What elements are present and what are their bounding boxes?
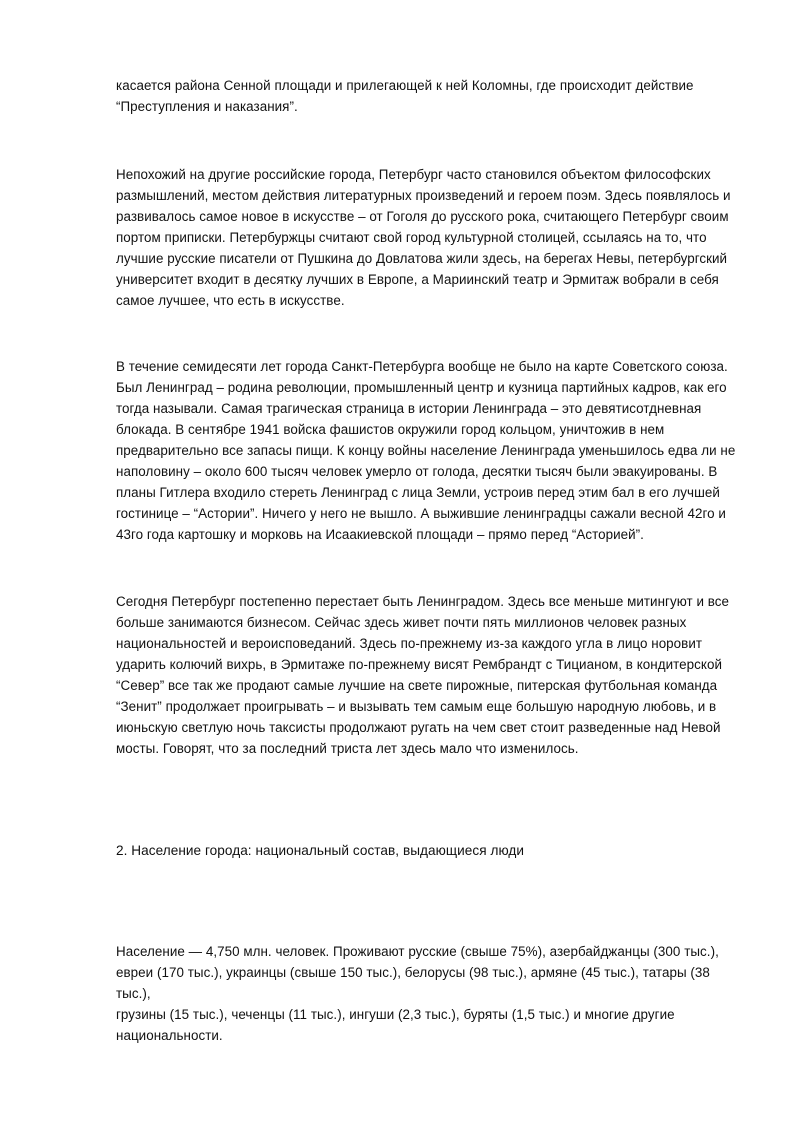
section-heading-population: 2. Население города: национальный состав, выдающиеся люди	[116, 843, 525, 858]
paragraph-population-composition: Население — 4,750 млн. человек. Проживают русские (свыше 75%), азербайджанцы (300 тыс.), евреи (170 тыс.), украинцы (свыше 150 тыс.), белорусы (98 тыс.), армяне (45 тыс.), татары (38 тыс.), грузины (15 тыс.), чеченцы (11 тыс.), ингуши (2,3 тыс.), буряты (1,5 тыс.) и многие другие национальности.	[116, 944, 719, 1043]
paragraph-petersburg-culture: Непохожий на другие российские города, Петербург часто становился объектом философских размышлений, местом действия литературных произведений и героем поэм. Здесь появлялось и развивалось самое новое в искусстве – от Гоголя до русского рока, считающего Петербург своим портом приписки. Петербуржцы считают свой город культурной столицей, ссылаясь на то, что лучшие русские писатели от Пушкина до Довлатова жили здесь, на берегах Невы, петербургский университет входит в десятку лучших в Европе, а Мариинский театр и Эрмитаж вобрали в себя самое лучшее, что есть в искусстве.	[116, 167, 731, 308]
paragraph-petersburg-today: Сегодня Петербург постепенно перестает быть Ленинградом. Здесь все меньше митингуют и все больше занимаются бизнесом. Сейчас здесь живет почти пять миллионов человек разных национальностей и вероисповеданий. Здесь по-прежнему из-за каждого угла в лицо норовит ударить колючий вихрь, в Эрмитаже по-прежнему висят Рембрандт с Тицианом, в кондитерской “Север” все так же продают самые лучшие на свете пирожные, питерская футбольная команда “Зенит” продолжает проигрывать – и вызывать тем самым еще большую народную любовь, и в июньскую светлую ночь таксисты продолжают ругать на чем свет стоит разведенные над Невой мосты. Говорят, что за последний триста лет здесь мало что изменилось.	[116, 594, 730, 756]
paragraph-leningrad-history: В течение семидесяти лет города Санкт-Петербурга вообще не было на карте Советского союза. Был Ленинград – родина революции, промышленный центр и кузница партийных кадров, как его тогда называли. Самая трагическая страница в истории Ленинграда – это девятисотдневная блокада. В сентябре 1941 войска фашистов окружили город кольцом, уничтожив в нем предварительно все запасы пищи. К концу войны население Ленинграда уменьшилось едва ли не наполовину – около 600 тысяч человек умерло от голода, десятки тысяч были эвакуированы. В планы Гитлера входило стереть Ленинград с лица Земли, устроив перед этим бал в его лучшей гостинице – “Астории”. Ничего у него не вышло. А выжившие ленинградцы сажали весной 42го и 43го года картошку и морковь на Исаакиевской площади – прямо перед “Асторией”.	[116, 359, 736, 542]
paragraph-sennaya-kolomna: касается района Сенной площади и прилегающей к ней Коломны, где происходит действие “Преступления и наказания”.	[116, 78, 694, 114]
